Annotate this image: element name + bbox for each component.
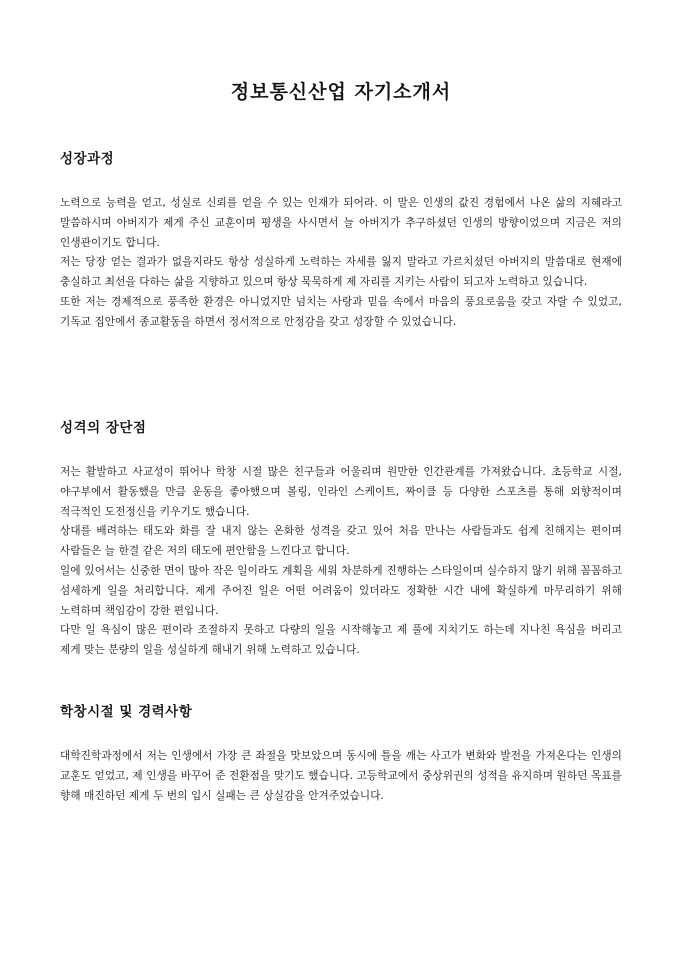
- paragraph: 대학진학과정에서 저는 인생에서 가장 큰 좌절을 맛보았으며 동시에 틀을 깨는 사고가 변화와 발전을 가져온다는 인생의 교훈도 얻었고, 제 인생을 바꾸어 준 전환점을 맞기도 했습니다. 고등학교에서 중상위권의 성적을 유지하며 원하던 목표를 향해 매진하던 제게 두 번의 입시 실패는 큰 상실감을 안겨주었습니다.: [60, 750, 622, 802]
- paragraph: 저는 활발하고 사교성이 뛰어나 학창 시절 많은 친구들과 어울리며 원만한 인간관계를 가져왔습니다. 초등학교 시절, 야구부에서 활동했을 만큼 운동을 좋아했으며 볼링, 인라인 스케이트, 짜이클 등 다양한 스포츠를 통해 외향적이며 적극적인 도전정신을 키우기도 했습니다.: [60, 466, 622, 518]
- paragraph: 일에 있어서는 신중한 면이 많아 작은 일이라도 계획을 세워 차분하게 진행하는 스타일이며 실수하지 않기 위해 꼼꼼하고 섬세하게 일을 처리합니다. 제게 주어진 일은 어떤 어려움이 있더라도 정확한 시간 내에 확실하게 마무리하기 위해 노력하며 책임감이 강한 편입니다.: [60, 564, 622, 617]
- paragraph: 상대를 배려하는 태도와 화를 잘 내지 않는 온화한 성격을 갖고 있어 처음 만나는 사람들과도 쉽게 친해지는 편이며 사람들은 늘 한결 같은 저의 태도에 편안함을 느낀다고 합니다.: [60, 525, 622, 558]
- section-heading-personality: 성격의 장단점: [60, 420, 147, 436]
- section-personality: [60, 419, 622, 661]
- paragraph: 다만 일 욕심이 많은 편이라 조절하지 못하고 다량의 일을 시작해놓고 제 풀에 지치기도 하는데 지나친 욕심을 버리고 제게 맞는 분량의 일을 성실하게 해내기 위해 노력하고 있습니다.: [60, 624, 622, 657]
- section-body-school-career: [60, 747, 622, 806]
- paragraph: 노력으로 능력을 얻고, 성실로 신뢰를 얻을 수 있는 인재가 되어라. 이 말은 인생의 값진 경험에서 나온 삶의 지혜라고 말씀하시며 아버지가 제게 주신 교훈이며 평생을 사시면서 늘 아버지가 추구하셨던 인생의 방향이었으며 지금은 저의 인생관이기도 합니다.: [60, 197, 622, 249]
- paragraph: 저는 당장 얻는 결과가 없을지라도 항상 성실하게 노력하는 자세를 잃지 말라고 가르치셨던 아버지의 말씀대로 현재에 충실하고 최선을 다하는 삶을 지향하고 있으며 항상 묵묵하게 제 자리를 지키는 사람이 되고자 노력하고 있습니다.: [60, 256, 622, 289]
- section-school-career: [60, 703, 622, 806]
- section-heading-school-career: 학창시절 및 경력사항: [60, 704, 193, 720]
- section-body-personality: [60, 463, 622, 661]
- section-heading-growth: 성장과정: [60, 151, 115, 167]
- paragraph: 또한 저는 경제적으로 풍족한 환경은 아니었지만 넘치는 사랑과 믿음 속에서 마음의 풍요로움을 갖고 자랄 수 있었고, 기독교 집안에서 종교활동을 하면서 정서적으로 안정감을 갖고 성장할 수 있었습니다.: [60, 295, 622, 328]
- document-title: 정보통신산업 자기소개서: [230, 81, 452, 103]
- section-growth: [60, 150, 622, 333]
- section-body-growth: [60, 194, 622, 333]
